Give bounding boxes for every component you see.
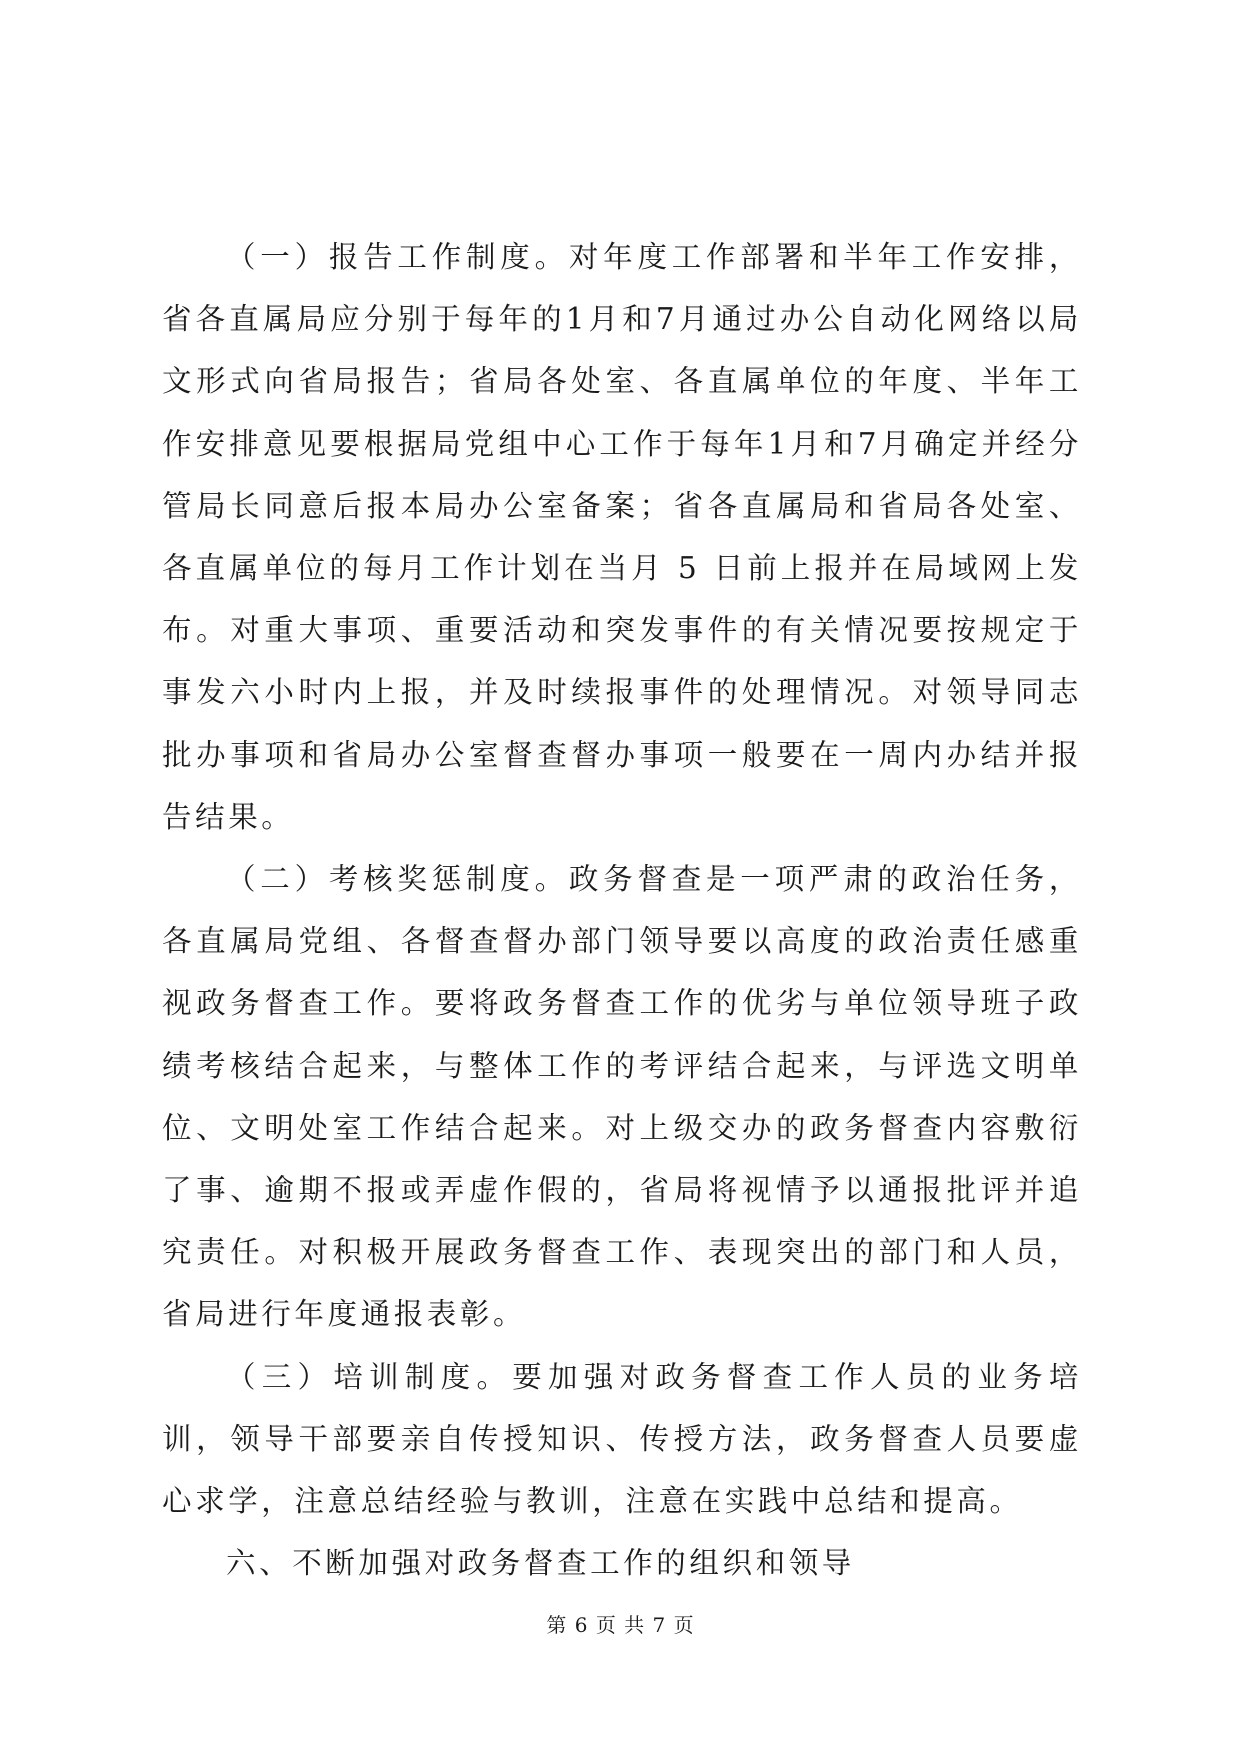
paragraph-training-system: （三）培训制度。要加强对政务督查工作人员的业务培训，领导干部要亲自传授知识、传授方法，政务督查人员要虚心求学，注意总结经验与教训，注意在实践中总结和提高。	[162, 1359, 1082, 1519]
paragraph-assessment-system: （二）考核奖惩制度。政务督查是一项严肃的政治任务，各直属局党组、各督查督办部门领导要以高度的政治责任感重视政务督查工作。要将政务督查工作的优劣与单位领导班子政绩考核结合起来，与整体工作的考评结合起来，与评选文明单位、文明处室工作结合起来。对上级交办的政务督查内容敷衍了事、逾期不报或弄虚作假的，省局将视情予以通报批评并追究责任。对积极开展政务督查工作、表现突出的部门和人员，省局进行年度通报表彰。	[162, 862, 1082, 1332]
document-body	[162, 226, 1082, 1594]
section-heading: 六、不断加强对政务督查工作的组织和领导	[226, 1546, 855, 1581]
page-number: 第 6 页 共 7 页	[546, 1613, 695, 1637]
paragraph-reporting-system: （一）报告工作制度。对年度工作部署和半年工作安排，省各直属局应分别于每年的1月和7月通过办公自动化网络以局文形式向省局报告；省局各处室、各直属单位的年度、半年工作安排意见要根据局党组中心工作于每年1月和7月确定并经分管局长同意后报本局办公室备案；省各直属局和省局各处室、各直属单位的每月工作计划在当月 5 日前上报并在局域网上发布。对重大事项、重要活动和突发事件的有关情况要按规定于事发六小时内上报，并及时续报事件的处理情况。对领导同志批办事项和省局办公室督查督办事项一般要在一周内办结并报告结果。	[162, 240, 1082, 834]
